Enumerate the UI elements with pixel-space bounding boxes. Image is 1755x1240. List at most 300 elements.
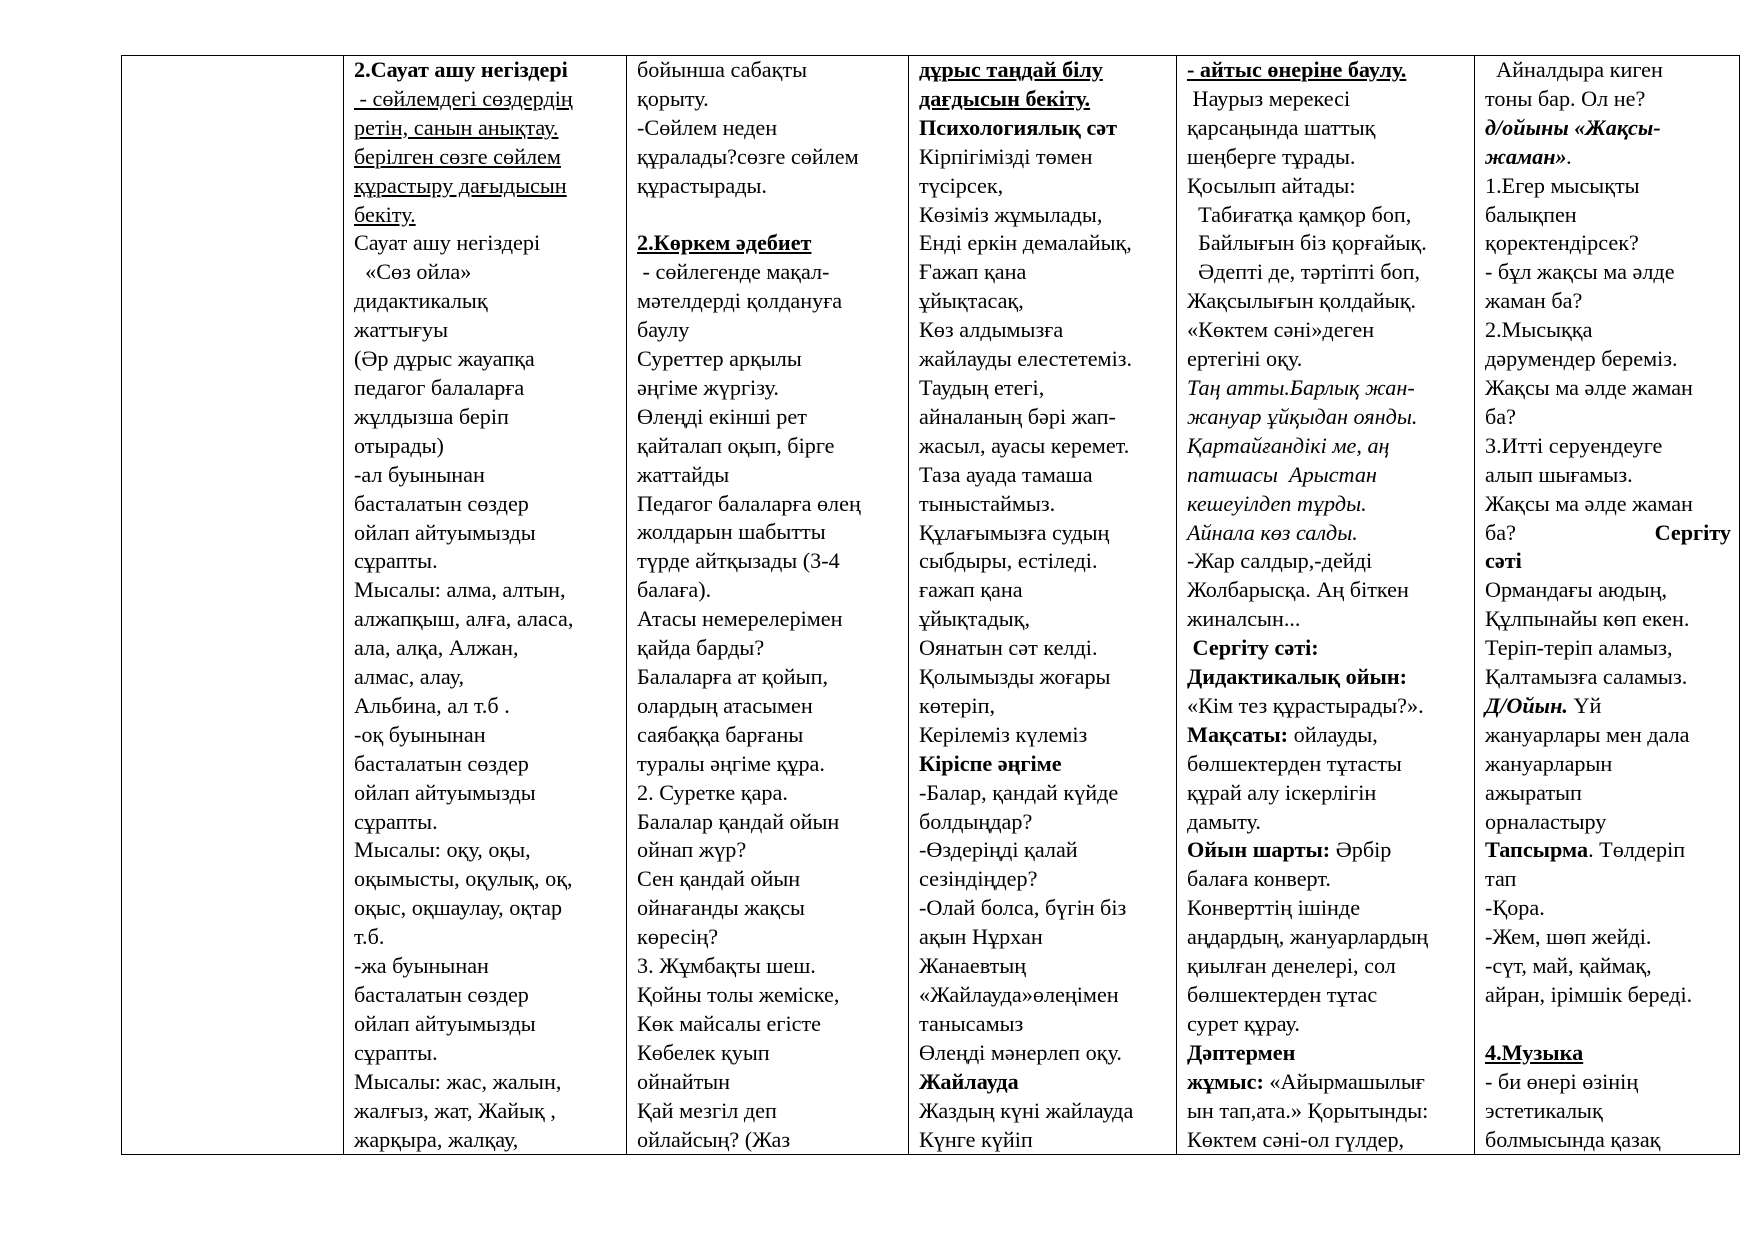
text-line bbox=[354, 114, 618, 143]
text-run: Жанаевтың bbox=[919, 953, 1027, 979]
text-line bbox=[1187, 576, 1466, 605]
text-run: Көбелек қуып bbox=[637, 1039, 770, 1065]
text-line bbox=[1187, 692, 1466, 721]
text-line bbox=[919, 461, 1168, 490]
text-line bbox=[637, 779, 900, 808]
text-run: ойнап жүр? bbox=[637, 837, 747, 863]
text-line bbox=[637, 490, 900, 519]
text-run: сезіндіңдер? bbox=[919, 866, 1038, 892]
text-line bbox=[1187, 663, 1466, 692]
text-run: балаға). bbox=[637, 577, 712, 603]
text-run: Сергіту bbox=[1654, 519, 1731, 545]
text-line bbox=[637, 692, 900, 721]
text-run: Қай мезгіл деп bbox=[637, 1097, 777, 1123]
text-line bbox=[354, 201, 618, 230]
text-line bbox=[354, 490, 618, 519]
text-line bbox=[1485, 692, 1731, 721]
text-run: Қартайғандікі ме, аң bbox=[1187, 432, 1390, 458]
text-run: сұрапты. bbox=[354, 548, 438, 574]
text-run: Мысалы: жас, жалын, bbox=[354, 1068, 562, 1094]
text-run: дидактикалық bbox=[354, 288, 488, 314]
text-run: қиылған денелері, сол bbox=[1187, 953, 1396, 979]
text-line bbox=[637, 981, 900, 1010]
text-line bbox=[1485, 519, 1731, 548]
text-line bbox=[1485, 721, 1731, 750]
text-line bbox=[354, 519, 618, 548]
text-run: Күнге күйіп bbox=[919, 1126, 1033, 1152]
text-run: туралы әңгіме құра. bbox=[637, 750, 825, 776]
text-line bbox=[919, 258, 1168, 287]
text-line bbox=[1187, 779, 1466, 808]
text-line bbox=[637, 1126, 900, 1154]
text-run: «Көктем сәні»деген bbox=[1187, 317, 1375, 343]
column-5 bbox=[1177, 56, 1475, 1155]
text-run: -оқ буынынан bbox=[354, 721, 486, 747]
text-line bbox=[354, 403, 618, 432]
text-run: шеңберге тұрады. bbox=[1187, 143, 1356, 169]
text-line bbox=[637, 85, 900, 114]
text-line bbox=[1187, 605, 1466, 634]
text-run: құрай алу іскерлігін bbox=[1187, 779, 1377, 805]
text-line bbox=[354, 1068, 618, 1097]
text-line bbox=[637, 663, 900, 692]
text-line bbox=[919, 1097, 1168, 1126]
text-run: Байлығын біз қорғайық. bbox=[1187, 230, 1427, 256]
text-line bbox=[1485, 403, 1731, 432]
text-line bbox=[1485, 1068, 1731, 1097]
text-line bbox=[637, 1039, 900, 1068]
text-line bbox=[1485, 85, 1731, 114]
text-line bbox=[919, 201, 1168, 230]
text-run: тап bbox=[1485, 866, 1517, 892]
text-run: Ормандағы аюдың, bbox=[1485, 577, 1667, 603]
text-run: Өлеңді мәнерлеп оқу. bbox=[919, 1039, 1122, 1065]
text-line bbox=[1187, 316, 1466, 345]
text-line bbox=[354, 172, 618, 201]
text-line bbox=[1485, 663, 1731, 692]
text-line bbox=[919, 85, 1168, 114]
text-line bbox=[919, 345, 1168, 374]
text-run: жаман ба? bbox=[1485, 288, 1583, 314]
column-1 bbox=[122, 56, 344, 1155]
text-run: Өлеңді екінші рет bbox=[637, 403, 807, 429]
text-run: ойлап айтуымызды bbox=[354, 1010, 536, 1036]
text-run: айран, ірімшік береді. bbox=[1485, 982, 1693, 1007]
text-run: жаман» bbox=[1485, 143, 1567, 169]
text-run: жайлауды елестетеміз. bbox=[919, 346, 1133, 372]
text-run: т.б. bbox=[354, 924, 385, 950]
column-3 bbox=[627, 56, 909, 1155]
text-run: Әдепті де, тәртіпті боп, bbox=[1187, 259, 1421, 285]
text-run: Таза ауада тамаша bbox=[919, 461, 1093, 487]
text-run: Көк майсалы егісте bbox=[637, 1010, 822, 1036]
text-line bbox=[1485, 229, 1731, 258]
text-line bbox=[1187, 229, 1466, 258]
text-line bbox=[354, 1010, 618, 1039]
text-line bbox=[637, 287, 900, 316]
text-run: Педагог балаларға өлең bbox=[637, 490, 861, 516]
text-run: Қалтамызға саламыз. bbox=[1485, 664, 1688, 690]
text-line bbox=[1187, 56, 1466, 85]
text-line bbox=[1485, 605, 1731, 634]
text-run: басталатын сөздер bbox=[354, 982, 529, 1007]
text-line bbox=[1485, 576, 1731, 605]
text-run: - сөйлемдегі сөздердің bbox=[354, 85, 573, 111]
text-line bbox=[919, 229, 1168, 258]
text-run: ойлайсың? (Жаз bbox=[637, 1126, 791, 1152]
text-run: қайда барды? bbox=[637, 635, 765, 661]
text-line bbox=[354, 547, 618, 576]
text-run: Мысалы: алма, алтын, bbox=[354, 577, 566, 603]
text-line bbox=[1187, 374, 1466, 403]
text-line bbox=[1485, 634, 1731, 663]
text-line bbox=[1187, 403, 1466, 432]
text-line bbox=[1187, 1039, 1466, 1068]
text-run: алып шығамыз. bbox=[1485, 461, 1633, 487]
text-line bbox=[637, 461, 900, 490]
text-run: ертегіні оқу. bbox=[1187, 346, 1303, 372]
text-line bbox=[919, 1126, 1168, 1154]
text-line bbox=[919, 721, 1168, 750]
text-run: Көктем сәні-ол гүлдер, bbox=[1187, 1126, 1405, 1152]
text-line bbox=[919, 519, 1168, 548]
text-run: -Олай болса, бүгін біз bbox=[919, 895, 1127, 921]
text-run: кешеуілдеп тұрды. bbox=[1187, 490, 1367, 516]
text-line bbox=[1485, 56, 1731, 85]
text-run: Конверттің ішінде bbox=[1187, 895, 1361, 921]
text-line bbox=[1187, 750, 1466, 779]
text-run: болдыңдар? bbox=[919, 808, 1033, 834]
text-line bbox=[1187, 865, 1466, 894]
text-run: тоны бар. Ол не? bbox=[1485, 85, 1646, 111]
text-line bbox=[637, 894, 900, 923]
text-line bbox=[1485, 316, 1731, 345]
text-line bbox=[637, 1097, 900, 1126]
text-line bbox=[637, 432, 900, 461]
text-run: 1.Егер мысықты bbox=[1485, 172, 1640, 198]
text-line bbox=[354, 316, 618, 345]
text-run: ойлап айтуымызды bbox=[354, 519, 536, 545]
text-run: балаға конверт. bbox=[1187, 866, 1331, 892]
text-line bbox=[354, 836, 618, 865]
text-line bbox=[354, 605, 618, 634]
text-run: дұрыс таңдай білу bbox=[919, 57, 1103, 82]
text-run: -ал буынынан bbox=[354, 461, 485, 487]
text-run: саябаққа барғаны bbox=[637, 721, 804, 747]
text-line bbox=[919, 952, 1168, 981]
text-line bbox=[1187, 461, 1466, 490]
text-run: әңгіме жүргізу. bbox=[637, 374, 779, 400]
text-line bbox=[1485, 114, 1731, 143]
text-run: - би өнері өзінің bbox=[1485, 1068, 1639, 1094]
text-run: . bbox=[1566, 143, 1573, 169]
text-line bbox=[919, 374, 1168, 403]
text-run: орналастыру bbox=[1485, 808, 1607, 834]
text-line bbox=[1485, 374, 1731, 403]
text-run: «Сөз ойла» bbox=[354, 259, 472, 285]
text-line bbox=[1187, 981, 1466, 1010]
text-run: - бұл жақсы ма әлде bbox=[1485, 259, 1675, 285]
text-line bbox=[637, 316, 900, 345]
text-run: сәті bbox=[1485, 548, 1522, 574]
text-run: алжапқыш, алға, аласа, bbox=[354, 606, 574, 632]
text-run: ба? bbox=[1485, 519, 1516, 545]
text-line bbox=[919, 634, 1168, 663]
text-run: жалғыз, жат, Жайық , bbox=[354, 1097, 556, 1123]
text-run: жануар ұйқыдан оянды. bbox=[1187, 403, 1418, 429]
text-run: қарсаңында шаттық bbox=[1187, 114, 1376, 140]
text-line bbox=[354, 576, 618, 605]
text-run: Көз алдымызға bbox=[919, 317, 1064, 343]
text-line bbox=[1485, 952, 1731, 981]
text-line bbox=[919, 490, 1168, 519]
text-line bbox=[637, 403, 900, 432]
text-run: сурет құрау. bbox=[1187, 1010, 1300, 1036]
text-run: дәрумендер береміз. bbox=[1485, 346, 1678, 372]
text-line bbox=[354, 692, 618, 721]
column-6 bbox=[1475, 56, 1740, 1155]
text-run: Сергіту сәті: bbox=[1187, 635, 1319, 661]
text-run: ақын Нұрхан bbox=[919, 924, 1043, 950]
text-line bbox=[637, 952, 900, 981]
text-line bbox=[919, 605, 1168, 634]
text-line bbox=[1485, 923, 1731, 952]
text-line bbox=[919, 750, 1168, 779]
text-run: басталатын сөздер bbox=[354, 490, 529, 516]
text-run: Дәптермен bbox=[1187, 1039, 1296, 1065]
text-line bbox=[919, 808, 1168, 837]
text-run: Қойны толы жеміске, bbox=[637, 981, 840, 1007]
text-run: Жақсы ма әлде жаман bbox=[1485, 374, 1693, 400]
text-line bbox=[354, 779, 618, 808]
text-line bbox=[919, 894, 1168, 923]
text-line bbox=[637, 114, 900, 143]
text-line bbox=[354, 345, 618, 374]
text-line bbox=[1485, 865, 1731, 894]
text-run: Ойын шарты: bbox=[1187, 837, 1331, 863]
text-line bbox=[354, 750, 618, 779]
text-line bbox=[919, 432, 1168, 461]
text-line bbox=[1187, 490, 1466, 519]
text-line bbox=[1187, 894, 1466, 923]
text-run: жаттығуы bbox=[354, 317, 449, 343]
text-run: Таң атты.Барлық жан- bbox=[1187, 374, 1415, 400]
text-line bbox=[637, 923, 900, 952]
text-run: д/ойыны «Жақсы- bbox=[1485, 114, 1661, 140]
text-line bbox=[1187, 923, 1466, 952]
text-line bbox=[354, 374, 618, 403]
text-run: жануарлары мен дала bbox=[1485, 721, 1690, 747]
text-run: ойнайтын bbox=[637, 1068, 731, 1094]
text-run: 3.Итті серуендеуге bbox=[1485, 432, 1663, 458]
text-line bbox=[637, 229, 900, 258]
text-line bbox=[354, 894, 618, 923]
text-line bbox=[637, 143, 900, 172]
text-run: сұрапты. bbox=[354, 808, 438, 834]
text-run: Кірпігімізді төмен bbox=[919, 143, 1093, 169]
text-line bbox=[1187, 114, 1466, 143]
text-run: Қолымызды жоғары bbox=[919, 664, 1111, 690]
text-run: қоректендірсек? bbox=[1485, 230, 1639, 256]
text-run: - сөйлегенде мақал- bbox=[637, 259, 830, 285]
text-run: Психологиялық сәт bbox=[919, 114, 1118, 140]
text-run: Табиғатқа қамқор боп, bbox=[1187, 201, 1412, 227]
text-line bbox=[354, 143, 618, 172]
text-line bbox=[1187, 85, 1466, 114]
text-run: олардың атасымен bbox=[637, 692, 813, 718]
text-run: Д/Ойын. bbox=[1485, 692, 1568, 718]
text-line bbox=[919, 403, 1168, 432]
text-line bbox=[1187, 1010, 1466, 1039]
text-line bbox=[919, 547, 1168, 576]
text-line bbox=[1187, 172, 1466, 201]
text-line bbox=[919, 172, 1168, 201]
text-line bbox=[919, 981, 1168, 1010]
text-run: Сен қандай ойын bbox=[637, 866, 801, 892]
text-run: 3. Жұмбақты шеш. bbox=[637, 953, 816, 979]
text-run: жиналсын... bbox=[1187, 606, 1301, 632]
text-run: -Балар, қандай күйде bbox=[919, 779, 1119, 805]
text-line bbox=[637, 258, 900, 287]
text-run: 2.Көркем әдебиет bbox=[637, 230, 812, 256]
text-line bbox=[919, 1010, 1168, 1039]
text-line bbox=[354, 287, 618, 316]
text-run: «Жайлауда»өлеңімен bbox=[919, 982, 1119, 1007]
text-run: балықпен bbox=[1485, 201, 1577, 227]
text-line bbox=[1485, 547, 1731, 576]
text-run: Үй bbox=[1567, 692, 1602, 718]
text-run: Жаздың күні жайлауда bbox=[919, 1097, 1134, 1123]
text-run: сұрапты. bbox=[354, 1039, 438, 1065]
text-run: -Өздеріңді қалай bbox=[919, 837, 1078, 863]
text-run: -Жар салдыр,-дейді bbox=[1187, 548, 1373, 574]
text-run: жарқыра, жалқау, bbox=[354, 1126, 519, 1152]
text-run: құрастыру дағыдысын bbox=[354, 172, 567, 198]
text-line bbox=[1187, 1068, 1466, 1097]
text-run: оқымысты, оқулық, оқ, bbox=[354, 866, 573, 892]
text-run: дамыту. bbox=[1187, 808, 1261, 834]
text-line bbox=[637, 56, 900, 85]
text-line bbox=[1187, 547, 1466, 576]
text-line bbox=[919, 114, 1168, 143]
text-run: Құлпынайы көп екен. bbox=[1485, 606, 1690, 632]
text-run: Тапсырма bbox=[1485, 837, 1589, 863]
text-line bbox=[354, 229, 618, 258]
text-run: ала, алқа, Алжан, bbox=[354, 635, 519, 661]
text-run: ын тап,ата.» Қорытынды: bbox=[1187, 1097, 1429, 1123]
text-run: тыныстаймыз. bbox=[919, 490, 1056, 516]
text-line bbox=[1187, 287, 1466, 316]
text-line bbox=[637, 721, 900, 750]
text-run: эстетикалық bbox=[1485, 1097, 1603, 1123]
text-line bbox=[637, 345, 900, 374]
text-run: Мақсаты: bbox=[1187, 721, 1289, 747]
text-line bbox=[919, 1039, 1168, 1068]
text-line bbox=[1485, 808, 1731, 837]
text-line bbox=[919, 316, 1168, 345]
text-run: ұйықтадық, bbox=[919, 606, 1030, 632]
text-run: патшасы Арыстан bbox=[1187, 461, 1377, 487]
text-line bbox=[1485, 981, 1731, 1010]
text-line bbox=[637, 172, 900, 201]
text-line bbox=[919, 836, 1168, 865]
text-line bbox=[1187, 721, 1466, 750]
text-run: жұмыс: bbox=[1187, 1068, 1264, 1094]
text-line bbox=[1485, 894, 1731, 923]
text-run: отырады) bbox=[354, 432, 444, 458]
text-run: құрастырады. bbox=[637, 172, 767, 198]
text-line bbox=[1485, 779, 1731, 808]
text-run: алмас, алау, bbox=[354, 664, 465, 690]
text-line bbox=[354, 923, 618, 952]
text-run: Суреттер арқылы bbox=[637, 346, 802, 372]
text-run: бөлшектерден тұтасты bbox=[1187, 750, 1402, 776]
text-line bbox=[919, 1068, 1168, 1097]
text-line bbox=[354, 1039, 618, 1068]
text-line bbox=[1485, 1097, 1731, 1126]
text-run: аңдардың, жануарлардың bbox=[1187, 924, 1429, 950]
text-run: -сүт, май, қаймақ, bbox=[1485, 953, 1652, 979]
text-line bbox=[354, 85, 618, 114]
text-run: Жақсы ма әлде жаман bbox=[1485, 490, 1693, 516]
text-line bbox=[1187, 952, 1466, 981]
text-line bbox=[1187, 808, 1466, 837]
text-run: бойынша сабақты bbox=[637, 57, 808, 82]
text-run: Наурыз мерекесі bbox=[1187, 85, 1351, 111]
text-run: берілген сөзге сөйлем bbox=[354, 143, 561, 169]
text-run: ажыратып bbox=[1485, 779, 1582, 805]
text-line bbox=[354, 952, 618, 981]
text-run: Альбина, ал т.б . bbox=[354, 692, 510, 718]
column-2 bbox=[344, 56, 627, 1155]
text-run: мәтелдерді қолдануға bbox=[637, 288, 843, 314]
column-4 bbox=[909, 56, 1177, 1155]
text-line bbox=[354, 663, 618, 692]
text-line bbox=[1187, 1126, 1466, 1154]
text-line bbox=[637, 518, 900, 547]
text-line bbox=[637, 750, 900, 779]
text-line bbox=[1485, 287, 1731, 316]
text-run: Көзіміз жұмылады, bbox=[919, 201, 1103, 227]
text-run: -Жем, шөп жейді. bbox=[1485, 924, 1652, 950]
text-line bbox=[919, 287, 1168, 316]
text-run: жасыл, ауасы керемет. bbox=[919, 432, 1130, 458]
text-line bbox=[354, 981, 618, 1010]
text-line bbox=[637, 576, 900, 605]
text-run: болмысында қазақ bbox=[1485, 1126, 1661, 1152]
text-line bbox=[919, 692, 1168, 721]
lesson-plan-table bbox=[121, 55, 1740, 1155]
text-line bbox=[637, 547, 900, 576]
text-run: Керілеміз күлеміз bbox=[919, 721, 1088, 747]
text-run: 2.Мысыққа bbox=[1485, 317, 1593, 343]
text-line bbox=[354, 721, 618, 750]
text-run: Құлағымызға судың bbox=[919, 519, 1110, 545]
text-run: айналаның бәрі жап- bbox=[919, 403, 1116, 429]
text-line bbox=[637, 1068, 900, 1097]
text-run: ойнағанды жақсы bbox=[637, 895, 805, 921]
text-run: «Айырмашылығ bbox=[1263, 1068, 1425, 1094]
text-run: түсірсек, bbox=[919, 172, 1004, 198]
text-line bbox=[637, 865, 900, 894]
text-run: Таудың етегі, bbox=[919, 374, 1045, 400]
text-run: Айнала көз салды. bbox=[1187, 519, 1358, 545]
text-line bbox=[354, 56, 618, 85]
text-run: құралады?сөзге сөйлем bbox=[637, 143, 859, 169]
text-run: педагог балаларға bbox=[354, 374, 525, 400]
text-line bbox=[637, 634, 900, 663]
text-line bbox=[1187, 634, 1466, 663]
